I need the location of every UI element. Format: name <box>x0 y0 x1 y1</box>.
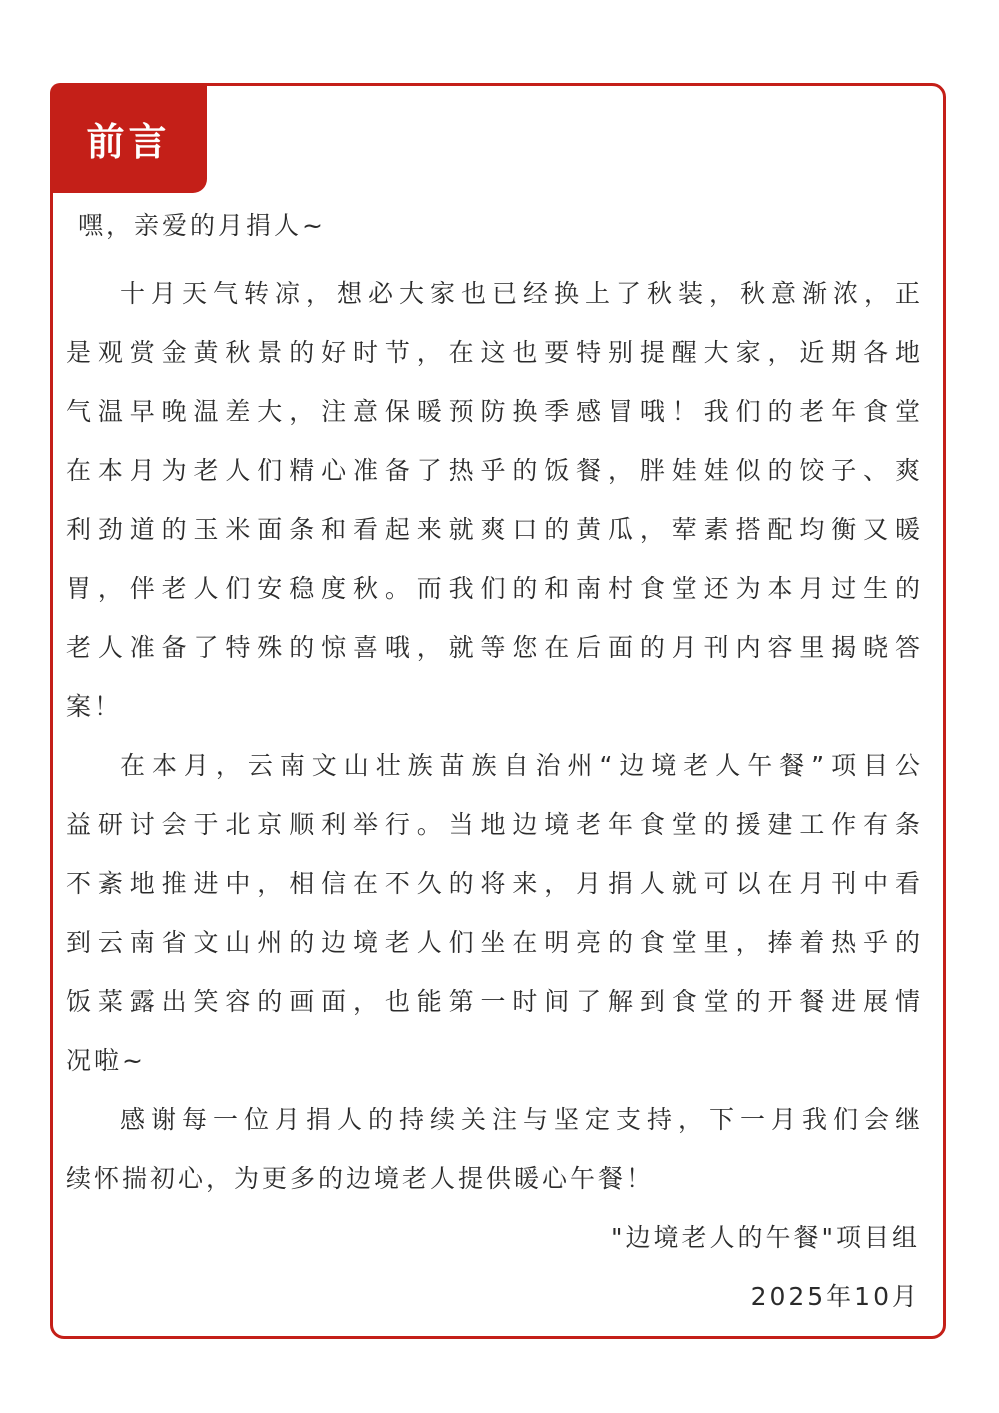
text-line: 在本月为老人们精心准备了热乎的饭餐，胖娃娃似的饺子、爽 <box>66 456 920 485</box>
greeting: 嘿，亲爱的月捐人~ <box>78 211 326 240</box>
section-title: 前言 <box>50 83 207 193</box>
signature-date: 2025年10月 <box>750 1282 920 1311</box>
text-line: 况啦~ <box>66 1046 146 1075</box>
signature-org: "边境老人的午餐"项目组 <box>611 1223 920 1252</box>
text-line: 胃，伴老人们安稳度秋。而我们的和南村食堂还为本月过生的 <box>66 574 920 603</box>
text-line: 益研讨会于北京顺利举行。当地边境老年食堂的援建工作有条 <box>66 810 920 839</box>
paragraph-2 <box>66 736 920 1090</box>
letter-body <box>66 264 920 1326</box>
text-line: 案！ <box>66 692 123 721</box>
paragraph-1 <box>66 264 920 736</box>
text-line: 老人准备了特殊的惊喜哦，就等您在后面的月刊内容里揭晓答 <box>66 633 920 662</box>
text-line: 饭菜露出笑容的画面，也能第一时间了解到食堂的开餐进展情 <box>66 987 920 1016</box>
text-line: 气温早晚温差大，注意保暖预防换季感冒哦！我们的老年食堂 <box>66 397 920 426</box>
text-line: 在本月，云南文山壮族苗族自治州“边境老人午餐”项目公 <box>120 751 920 780</box>
text-line: 不紊地推进中，相信在不久的将来，月捐人就可以在月刊中看 <box>66 869 920 898</box>
text-line: 十月天气转凉，想必大家也已经换上了秋装，秋意渐浓，正 <box>120 279 920 308</box>
text-line: 是观赏金黄秋景的好时节，在这也要特别提醒大家，近期各地 <box>66 338 920 367</box>
text-line: 利劲道的玉米面条和看起来就爽口的黄瓜，荤素搭配均衡又暖 <box>66 515 920 544</box>
text-line: 到云南省文山州的边境老人们坐在明亮的食堂里，捧着热乎的 <box>66 928 920 957</box>
text-line: 感谢每一位月捐人的持续关注与坚定支持，下一月我们会继 <box>120 1105 920 1134</box>
paragraph-3 <box>66 1090 920 1208</box>
text-line: 续怀揣初心，为更多的边境老人提供暖心午餐！ <box>66 1164 655 1193</box>
